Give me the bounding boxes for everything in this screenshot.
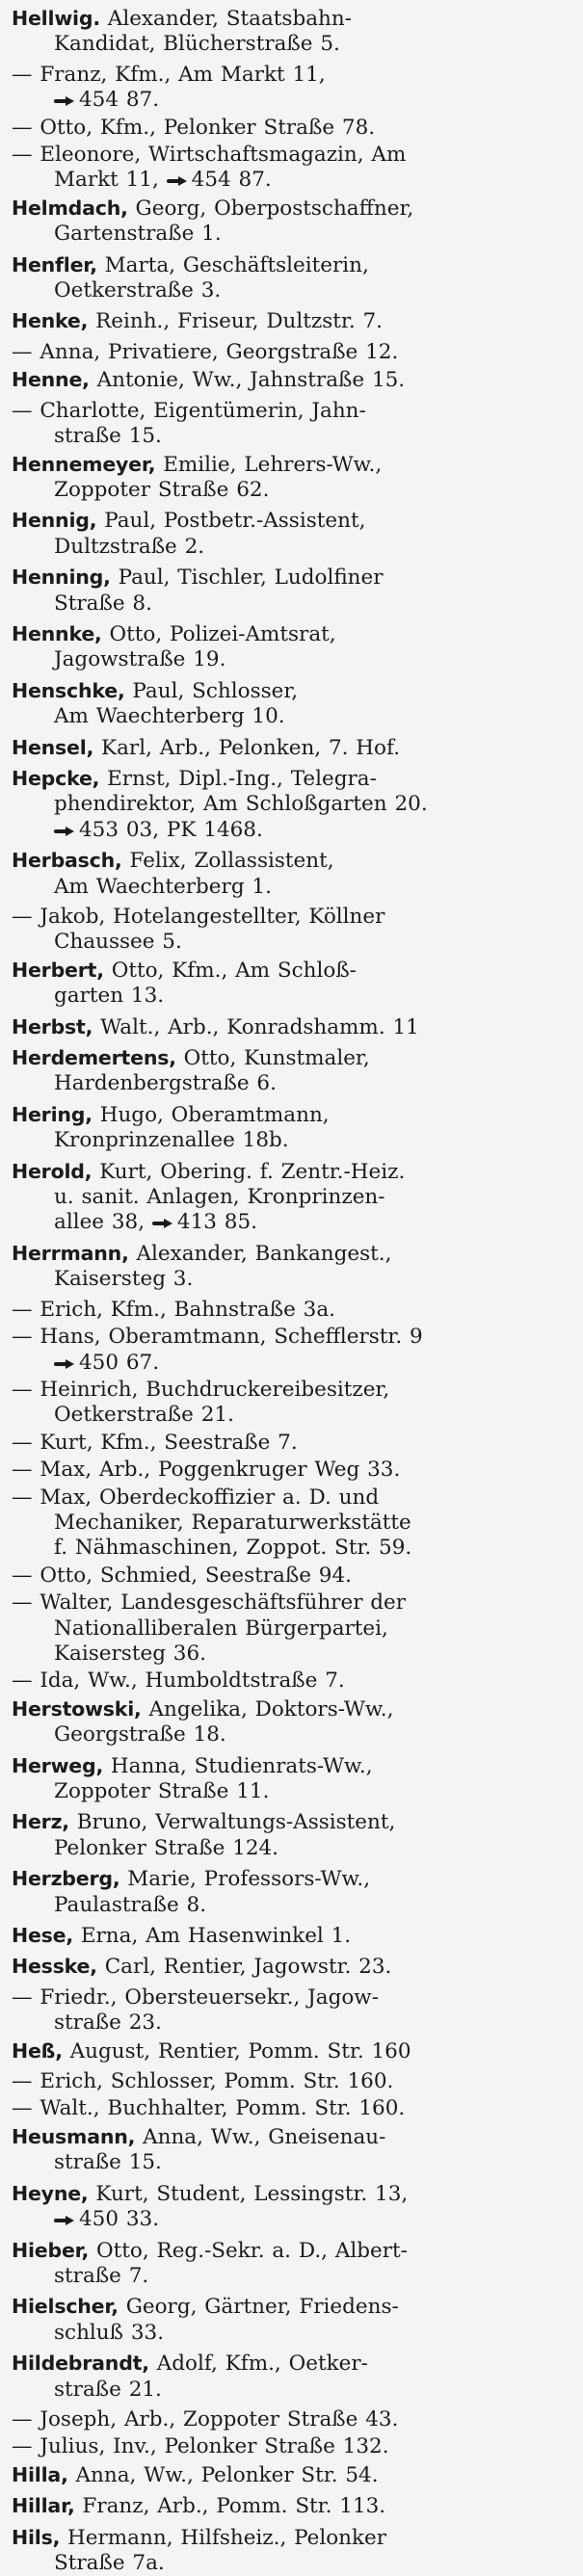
directory-entry [12, 1159, 571, 1236]
entry-continuation [12, 1351, 571, 1376]
directory-entry [12, 2351, 571, 2403]
surname: Herold, [12, 1159, 93, 1183]
entry-text: Otto, Kfm., Pelonker Straße 78. [40, 115, 376, 140]
entry-continuation-text: straße 21. [54, 2377, 162, 2402]
repeat-dash: — [12, 1590, 40, 1616]
surname: Hieber, [12, 2238, 90, 2262]
surname: Hilla, [12, 2462, 68, 2486]
entry-continuation-text: Kaisersteg 36. [54, 1641, 206, 1666]
surname: Hillar, [12, 2494, 75, 2518]
entry-text: Max, Oberdeckoffizier a. D. und [40, 1485, 380, 1510]
directory-entry [12, 1696, 571, 1748]
directory-entry [12, 1923, 571, 1949]
entry-continuation [12, 222, 571, 247]
directory-entry [12, 1809, 571, 1861]
surname: Hielscher, [12, 2295, 119, 2319]
telephone-icon [167, 175, 188, 187]
entry-continuation [12, 875, 571, 900]
directory-entry [12, 2238, 571, 2290]
entry-text: Kurt, Student, Lessingstr. 13, [95, 2181, 409, 2206]
entry-continuation [12, 1128, 571, 1153]
entry-text: Erna, Am Hasenwinkel 1. [80, 1924, 352, 1949]
surname: Herz, [12, 1810, 69, 1834]
entry-continuation [12, 88, 571, 113]
entry-text: Charlotte, Eigentümerin, Jahn- [40, 398, 366, 423]
entry-continuation [12, 704, 571, 729]
directory-entry [12, 1431, 571, 1456]
entry-continuation [12, 2264, 571, 2289]
entry-text: Joseph, Arb., Zoppoter Straße 43. [40, 2406, 399, 2431]
entry-text: Reinh., Friseur, Dultzstr. 7. [95, 309, 384, 334]
directory-entry [12, 63, 571, 114]
directory-entry [12, 848, 571, 900]
entry-continuation-text: straße 23. [54, 2011, 162, 2036]
telephone-number: 450 67. [79, 1350, 160, 1375]
surname: Heusmann, [12, 2124, 136, 2148]
entry-continuation-text: Am Waechterberg 1. [54, 874, 272, 899]
entry-text: Paul, Tischler, Ludolfiner [118, 565, 384, 591]
entry-continuation [12, 792, 571, 817]
entry-continuation [12, 2551, 571, 2576]
entry-continuation-text: phendirektor, Am Schloßgarten 20. [54, 792, 428, 817]
entry-continuation [12, 1779, 571, 1804]
directory-entry [12, 2493, 571, 2519]
surname: Hese, [12, 1924, 73, 1948]
entry-text: Alexander, Bankangest., [136, 1241, 392, 1266]
directory-entry [12, 399, 571, 450]
entry-continuation [12, 1071, 571, 1096]
entry-continuation-text: Oetkerstraße 3. [54, 278, 222, 303]
entry-continuation-text: Nationalliberalen Bürgerpartei, [54, 1616, 388, 1641]
surname: Henne, [12, 368, 90, 392]
directory-entry [12, 1590, 571, 1667]
surname: Hildebrandt, [12, 2352, 149, 2376]
surname: Hellwig. [12, 7, 100, 30]
surname: Henke, [12, 309, 89, 333]
surname: Hennemeyer, [12, 452, 156, 476]
entry-text: Erich, Kfm., Bahnstraße 3a. [40, 1297, 335, 1322]
surname: Hesske, [12, 1955, 97, 1979]
telephone-icon [54, 1358, 75, 1370]
entry-text: Anna, Ww., Pelonker Str. 54. [75, 2462, 379, 2487]
surname: Herrmann, [12, 1241, 129, 1265]
directory-entry [12, 1241, 571, 1293]
entry-text: Emilie, Lehrers-Ww., [163, 452, 383, 477]
directory-entry [12, 367, 571, 393]
entry-continuation-text: Gartenstraße 1. [54, 222, 222, 247]
entry-text: Franz, Arb., Pomm. Str. 113. [82, 2494, 386, 2519]
entry-continuation [12, 2150, 571, 2175]
directory-entry [12, 1298, 571, 1323]
telephone-icon [54, 826, 75, 837]
surname: Hennke, [12, 621, 102, 645]
surname: Hepcke, [12, 766, 100, 790]
entry-text: Otto, Kfm., Am Schloß- [111, 958, 357, 983]
entry-continuation-text: Kronprinzenallee 18b. [54, 1128, 289, 1153]
entry-text: Friedr., Obersteuersekr., Jagow- [40, 1985, 379, 2010]
entry-text: Carl, Rentier, Jagowstr. 23. [104, 1955, 392, 1980]
directory-entry [12, 1014, 571, 1040]
entry-text: Hans, Oberamtmann, Schefflerstr. 9 [40, 1325, 423, 1350]
surname: Herdemertens, [12, 1046, 176, 1070]
entry-text: Jakob, Hotelangestellter, Köllner [40, 905, 385, 929]
entry-text: Hanna, Studienrats-Ww., [110, 1753, 373, 1778]
entry-continuation [12, 1511, 571, 1536]
entry-continuation-text: u. sanit. Anlagen, Kronprinzen- [54, 1185, 385, 1210]
entry-text: Ida, Ww., Humboldtstraße 7. [40, 1669, 345, 1694]
surname: Henfler, [12, 252, 97, 276]
directory-entry [12, 2462, 571, 2488]
entry-continuation [12, 2207, 571, 2232]
directory-entry [12, 958, 571, 1010]
directory-entry [12, 2038, 571, 2064]
repeat-dash: — [12, 2406, 40, 2431]
directory-entry [12, 766, 571, 843]
directory-entry [12, 1669, 571, 1694]
entry-text: Alexander, Staatsbahn- [107, 7, 353, 31]
entry-text: Marie, Professors-Ww., [127, 1867, 371, 1892]
directory-entry [12, 1985, 571, 2037]
entry-continuation [12, 424, 571, 449]
entry-text: Walter, Landesgeschäftsführer der [40, 1590, 407, 1616]
surname: Hering, [12, 1102, 93, 1126]
entry-continuation-text: Straße 7a. [54, 2550, 165, 2575]
surname: Herweg, [12, 1753, 104, 1777]
surname: Heß, [12, 2038, 63, 2063]
entry-text: Walt., Buchhalter, Pomm. Str. 160. [40, 2096, 406, 2121]
entry-text: Ernst, Dipl.-Ing., Telegra- [107, 766, 377, 791]
surname: Hils, [12, 2525, 61, 2549]
entry-continuation-text: Kandidat, Blücherstraße 5. [54, 32, 340, 57]
entry-continuation [12, 32, 571, 57]
directory-entry [12, 2294, 571, 2346]
entry-continuation-text: straße 15. [54, 424, 162, 449]
surname: Herbasch, [12, 849, 122, 873]
entry-continuation-text: Hardenbergstraße 6. [54, 1071, 277, 1096]
entry-continuation-text: Am Waechterberg 10. [54, 704, 285, 729]
entry-continuation [12, 2011, 571, 2036]
directory-entry [12, 1045, 571, 1097]
directory-entry [12, 2181, 571, 2233]
entry-text: Bruno, Verwaltungs-Assistent, [76, 1810, 396, 1835]
directory-entry [12, 2434, 571, 2459]
directory-entry [12, 621, 571, 673]
entry-continuation-text: Zoppoter Straße 62. [54, 477, 270, 502]
entry-continuation [12, 1642, 571, 1667]
entry-continuation [12, 1536, 571, 1561]
entry-continuation-text: Pelonker Straße 124. [54, 1835, 279, 1860]
directory-entry [12, 2407, 571, 2432]
entry-continuation-text: Oetkerstraße 21. [54, 1403, 234, 1428]
entry-text: Max, Arb., Poggenkruger Weg 33. [40, 1458, 401, 1483]
entry-text: Heinrich, Buchdruckereibesitzer, [40, 1377, 390, 1402]
repeat-dash: — [12, 339, 40, 364]
directory-entry [12, 196, 571, 248]
entry-continuation-text: garten 13. [54, 984, 165, 1009]
entry-continuation-text: Mechaniker, Reparaturwerkstätte [54, 1510, 411, 1535]
entry-continuation-text: Dultzstraße 2. [54, 534, 205, 559]
entry-continuation [12, 278, 571, 303]
directory-entry [12, 1753, 571, 1805]
entry-text: Otto, Kunstmaler, [183, 1046, 370, 1071]
directory-entry [12, 2124, 571, 2176]
telephone-number: 453 03, PK 1468. [79, 817, 263, 842]
directory-entry [12, 6, 571, 58]
entry-text: Paul, Schlosser, [132, 678, 299, 703]
entry-text: Franz, Kfm., Am Markt 11, [40, 62, 326, 87]
surname: Herstowski, [12, 1696, 142, 1721]
telephone-number: 454 87. [79, 88, 160, 113]
entry-continuation-text: Zoppoter Straße 11. [54, 1779, 270, 1803]
entry-text: Hugo, Oberamtmann, [99, 1102, 330, 1127]
entry-text: Antonie, Ww., Jahnstraße 15. [96, 368, 406, 393]
directory-entry [12, 678, 571, 730]
entry-continuation [12, 1210, 571, 1235]
telephone-icon [54, 95, 75, 107]
repeat-dash: — [12, 1325, 40, 1350]
surname: Helmdach, [12, 196, 128, 220]
directory-entry [12, 905, 571, 956]
repeat-dash: — [12, 1377, 40, 1402]
repeat-dash: — [12, 143, 40, 168]
directory-entry [12, 2525, 571, 2576]
entry-text: Adolf, Kfm., Oetker- [156, 2352, 368, 2377]
telephone-number: 450 33. [79, 2207, 160, 2232]
entry-continuation-text: schluß 33. [54, 2320, 165, 2345]
entry-continuation-text: Paulastraße 8. [54, 1892, 207, 1917]
entry-continuation [12, 1267, 571, 1292]
entry-continuation-text: straße 15. [54, 2150, 162, 2175]
entry-continuation [12, 647, 571, 672]
surname: Heyne, [12, 2181, 89, 2205]
entry-text: Marta, Geschäftsleiterin, [104, 252, 369, 277]
entry-continuation [12, 2321, 571, 2346]
entry-continuation-text: Chaussee 5. [54, 930, 182, 955]
entry-continuation [12, 818, 571, 843]
entry-continuation [12, 1403, 571, 1428]
entry-text: Angelika, Doktors-Ww., [148, 1696, 394, 1722]
repeat-dash: — [12, 1985, 40, 2010]
repeat-dash: — [12, 1563, 40, 1588]
entry-continuation-text: f. Nähmaschinen, Zoppot. Str. 59. [54, 1536, 412, 1561]
directory-entry [12, 565, 571, 617]
entry-continuation [12, 591, 571, 617]
entry-text: Paul, Postbetr.-Assistent, [104, 509, 366, 534]
directory-entry [12, 508, 571, 560]
telephone-number: 454 87. [191, 168, 272, 193]
entry-continuation [12, 1185, 571, 1210]
entry-continuation-text: Jagowstraße 19. [54, 647, 226, 672]
directory-entry [12, 1866, 571, 1918]
directory-entry [12, 1954, 571, 1980]
surname: Herzberg, [12, 1867, 120, 1891]
entry-continuation [12, 930, 571, 955]
surname: Henschke, [12, 678, 125, 702]
directory-entry [12, 252, 571, 304]
repeat-dash: — [12, 1297, 40, 1322]
entry-text: Kurt, Kfm., Seestraße 7. [40, 1430, 298, 1455]
entry-text: Karl, Arb., Pelonken, 7. Hof. [101, 735, 401, 760]
directory-entry [12, 2096, 571, 2121]
surname: Hennig, [12, 509, 97, 533]
directory-entry [12, 1485, 571, 1562]
directory-entry [12, 340, 571, 365]
entry-continuation-text: Straße 8. [54, 591, 152, 616]
entry-continuation-text: Kaisersteg 3. [54, 1267, 194, 1292]
entry-text: Erich, Schlosser, Pomm. Str. 160. [40, 2069, 394, 2094]
entry-text: Otto, Polizei-Amtsrat, [109, 621, 336, 646]
entry-text: Eleonore, Wirtschaftsmagazin, Am [40, 143, 407, 168]
entry-continuation [12, 535, 571, 560]
surname: Henning, [12, 565, 111, 590]
entry-text: Walt., Arb., Konradshamm. 11 [100, 1014, 419, 1039]
directory-entry [12, 735, 571, 761]
entry-continuation [12, 478, 571, 503]
entry-text: Georg, Gärtner, Friedens- [125, 2295, 399, 2320]
entry-continuation-text: Markt 11, [54, 168, 159, 193]
entry-text: Julius, Inv., Pelonker Straße 132. [40, 2434, 389, 2459]
entry-text: Otto, Schmied, Seestraße 94. [40, 1563, 352, 1588]
directory-entry [12, 1564, 571, 1589]
entry-text: Anna, Ww., Gneisenau- [143, 2124, 386, 2149]
entry-continuation [12, 2378, 571, 2403]
repeat-dash: — [12, 1458, 40, 1483]
repeat-dash: — [12, 1669, 40, 1694]
repeat-dash: — [12, 115, 40, 140]
entry-text: Georg, Oberpostschaffner, [135, 196, 414, 221]
repeat-dash: — [12, 905, 40, 929]
entry-continuation [12, 1722, 571, 1748]
entry-continuation-text: allee 38, [54, 1210, 146, 1235]
directory-entry [12, 143, 571, 194]
directory-entry [12, 1102, 571, 1154]
telephone-number: 413 85. [176, 1210, 257, 1235]
surname: Herbert, [12, 958, 104, 982]
repeat-dash: — [12, 62, 40, 87]
entry-text: August, Rentier, Pomm. Str. 160 [69, 2038, 411, 2063]
entry-text: Anna, Privatiere, Georgstraße 12. [40, 339, 399, 364]
directory-entry [12, 1378, 571, 1429]
telephone-icon [54, 2215, 75, 2226]
telephone-icon [152, 1218, 173, 1229]
entry-continuation [12, 1836, 571, 1861]
surname: Hensel, [12, 735, 94, 759]
repeat-dash: — [12, 2096, 40, 2121]
repeat-dash: — [12, 2434, 40, 2459]
entry-continuation [12, 168, 571, 193]
entry-continuation [12, 1617, 571, 1642]
entry-continuation [12, 1893, 571, 1918]
entry-text: Otto, Reg.-Sekr. a. D., Albert- [96, 2238, 408, 2263]
entry-text: Hermann, Hilfsheiz., Pelonker [67, 2525, 387, 2550]
surname: Herbst, [12, 1014, 93, 1038]
directory-entry [12, 1325, 571, 1376]
entry-text: Kurt, Obering. f. Zentr.-Heiz. [99, 1159, 406, 1184]
directory-entry [12, 452, 571, 504]
repeat-dash: — [12, 1485, 40, 1510]
directory-entry [12, 1458, 571, 1483]
repeat-dash: — [12, 1430, 40, 1455]
repeat-dash: — [12, 2069, 40, 2094]
entry-continuation [12, 984, 571, 1009]
repeat-dash: — [12, 398, 40, 423]
entry-text: Felix, Zollassistent, [129, 849, 334, 874]
directory-entry [12, 308, 571, 334]
entry-continuation-text: Georgstraße 18. [54, 1722, 226, 1748]
entry-continuation-text: straße 7. [54, 2263, 149, 2288]
directory-entry [12, 116, 571, 141]
directory-entry [12, 2069, 571, 2094]
